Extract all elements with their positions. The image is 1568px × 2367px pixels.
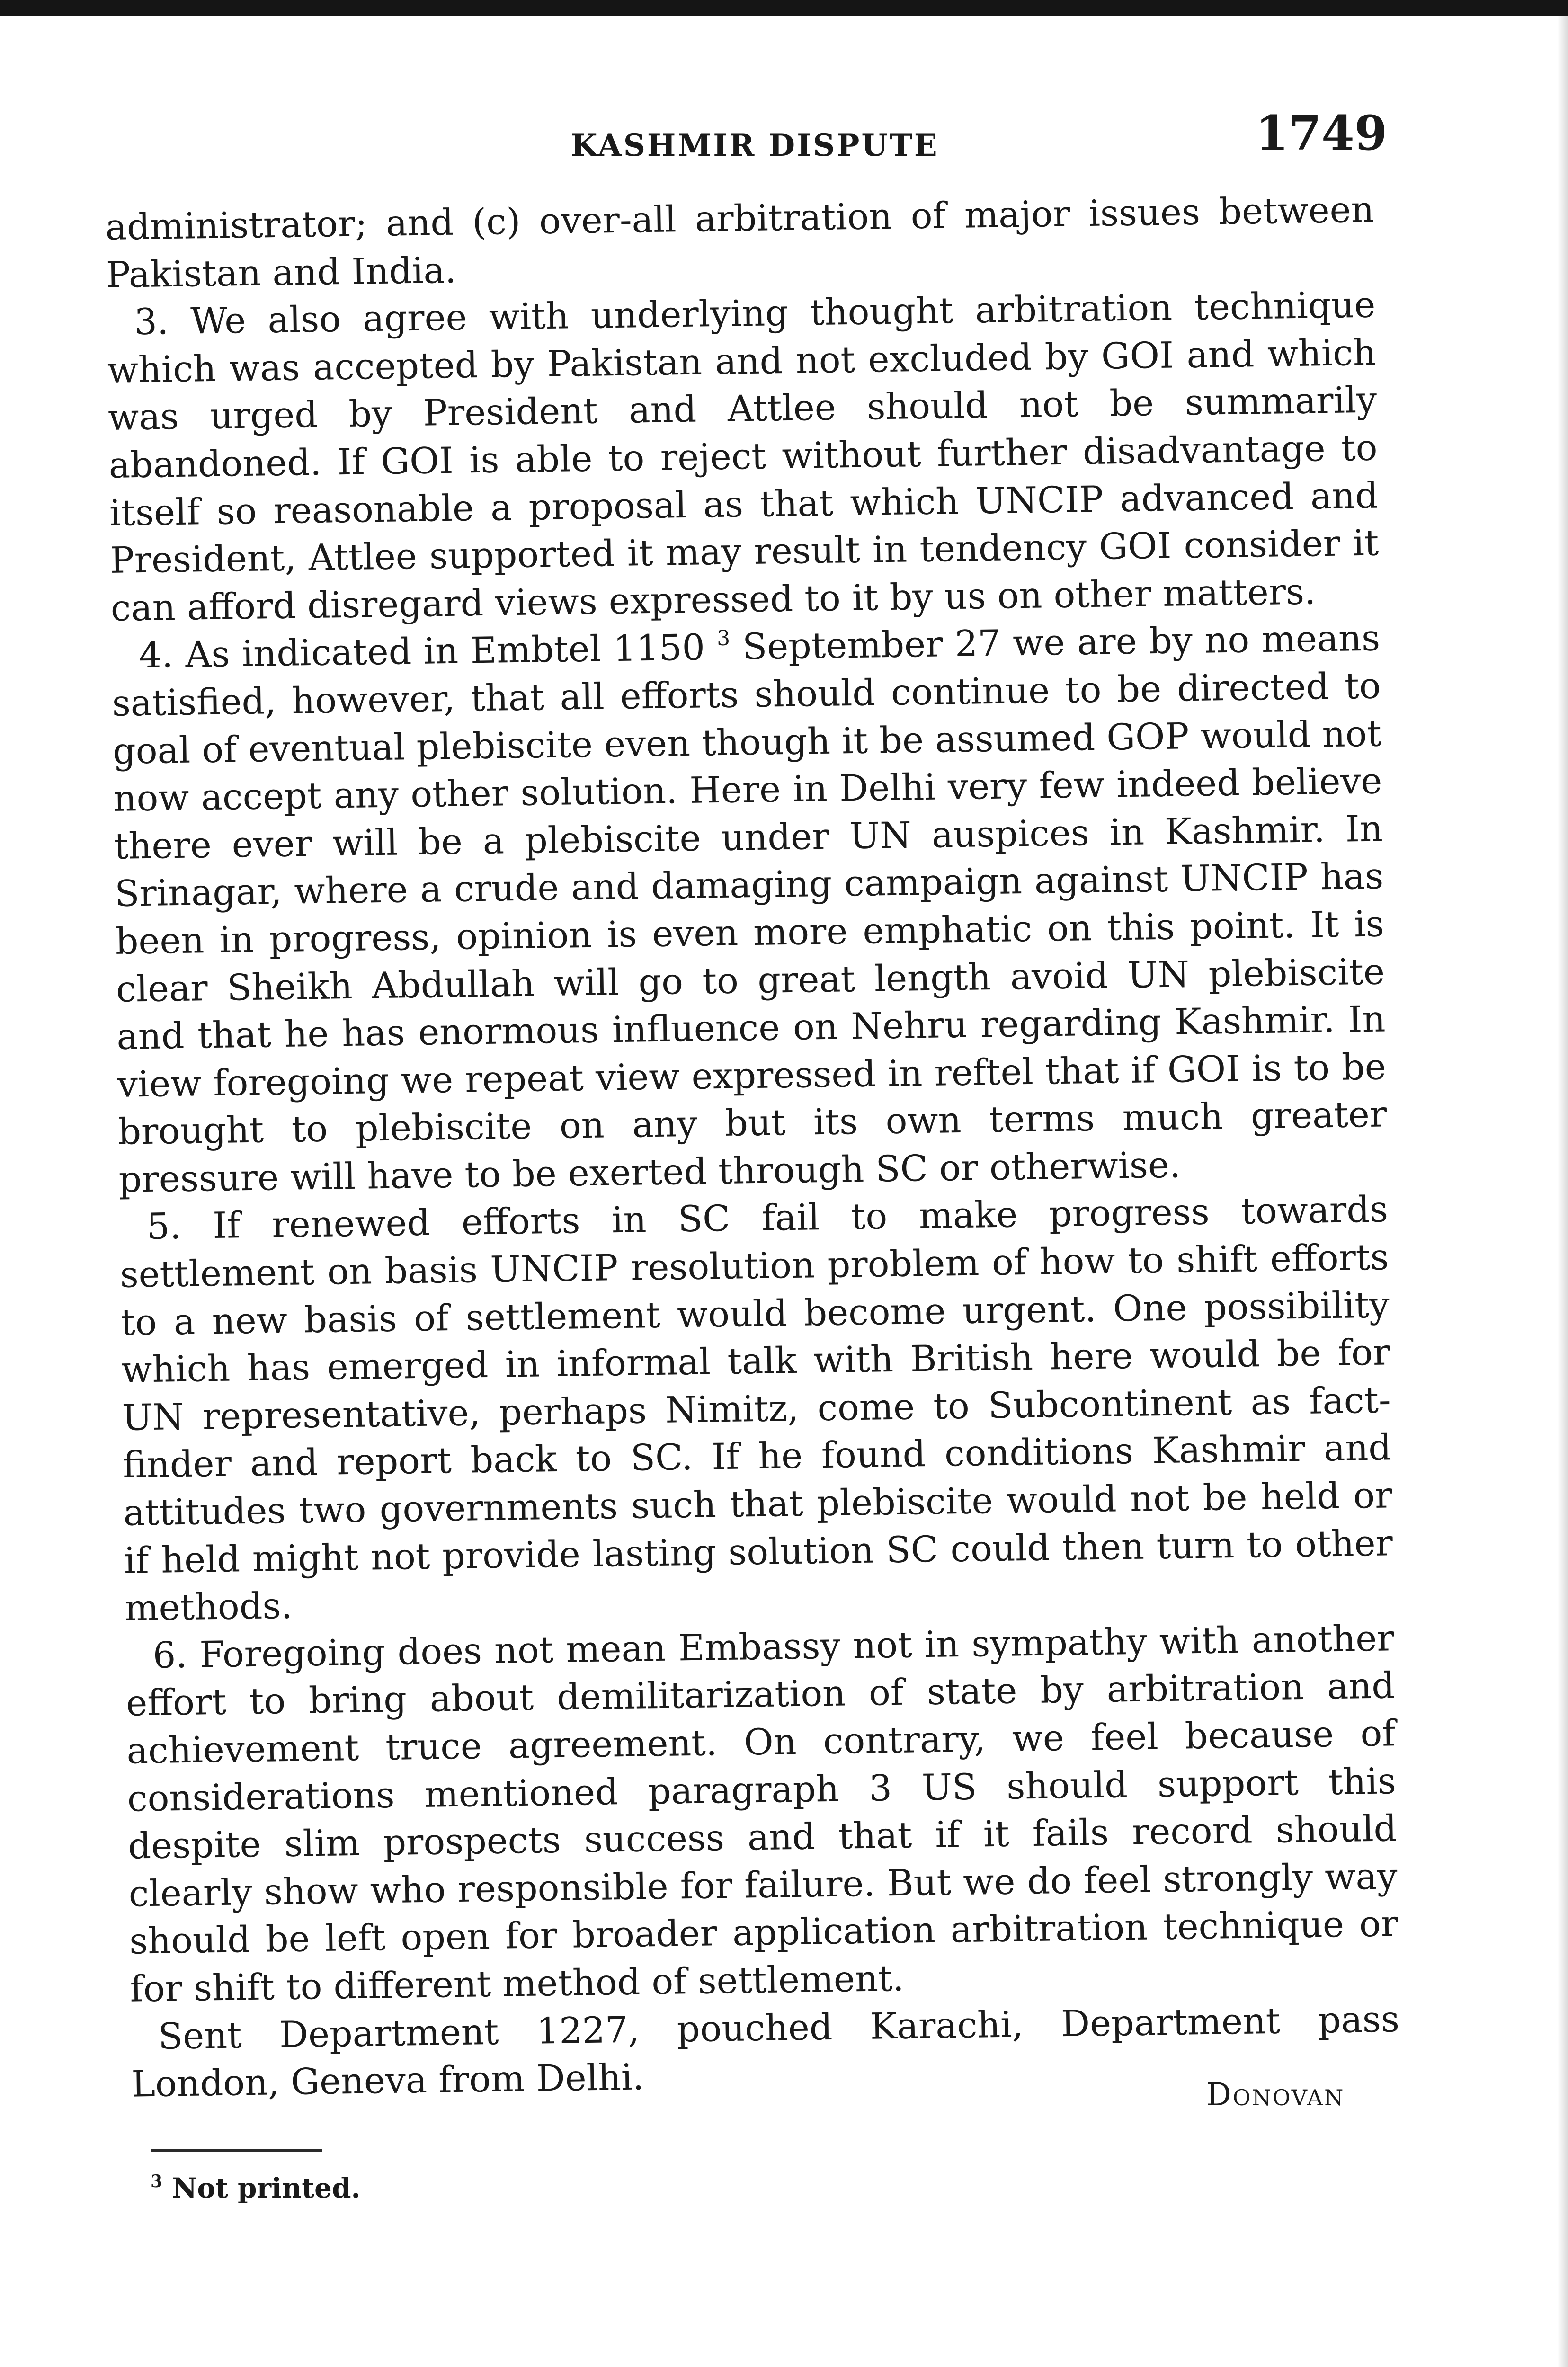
paragraph-4-rest: September 27 we are by no means satisfied, however, that all efforts should continue to be directed to goal of eventual plebiscite even though it be assumed GOP would not now accept any other solution. Here in Delhi very few indeed believe there ever will be a plebiscite under UN auspices in Kashmir. In Srinagar, where a crude and damaging campaign against UNCIP has been in progress, opinion is even more emphatic on this point. It is clear Sheikh Abdullah will go to great length avoid UN plebiscite and that he has enormous influence on Nehru regarding Kashmir. In view foregoing we repeat view expressed in reftel that if GOI is to be brought to plebiscite on any but its own terms much greater pressure will have to be exerted through SC or otherwise. [112,616,1387,1201]
sent-note: Sent Department 1227, pouched Karachi, Department pass London, Geneva from Delhi. [131,1997,1400,2105]
footnote [151,2172,361,2204]
footnote-text: Not printed. [172,2172,361,2204]
paragraph-4-start: 4. As indicated in Embtel 1150 [138,626,705,676]
footnote-marker: 3 [151,2171,163,2191]
body-text [105,186,1400,2109]
footnote-rule [151,2149,322,2152]
signature: Donovan [1206,2076,1345,2113]
running-title: KASHMIR DISPUTE [571,128,939,163]
footnote-reference: 3 [716,626,731,651]
paragraph-4 [111,614,1388,1203]
page-number: 1749 [1256,105,1388,161]
paragraph-continuation: administrator; and (c) over-all arbitration of major issues between Pakistan and India. [105,188,1375,296]
paragraph-3: 3. We also agree with underlying thought arbitration technique which was accepted by Pakistan and not excluded by GOI and which was urged by President and Attlee should not be summarily abandoned. If GOI is able to reject without further disadvantage to itself so reasonable a proposal as that which UNCIP advanced and President, Attlee supported it may result in tendency GOI consider it can afford disregard views expressed to it by us on other matters. [107,283,1379,629]
paragraph-5: 5. If renewed efforts in SC fail to make progress towards settlement on basis UNCIP resolution problem of how to shift efforts to a new basis of settlement would become urgent. One possibility which has emerged in informal talk with British here would be for UN representative, perhaps Nimitz, come to Subcontinent as fact-finder and report back to SC. If he found conditions Kashmir and attitudes two governments such that plebiscite would not be held or if held might not provide lasting solution SC could then turn to other methods. [119,1188,1393,1629]
paragraph-6: 6. Foregoing does not mean Embassy not in sympathy with another effort to bring about demilitarization of state by arbitration and achievement truce agreement. On contrary, we feel because of considerations mentioned paragraph 3 US should support this despite slim prospects success and that if it fails record should clearly show who responsible for failure. But we do feel strongly way should be left open for broader application arbitration technique or for shift to different method of settlement. [125,1617,1399,2010]
